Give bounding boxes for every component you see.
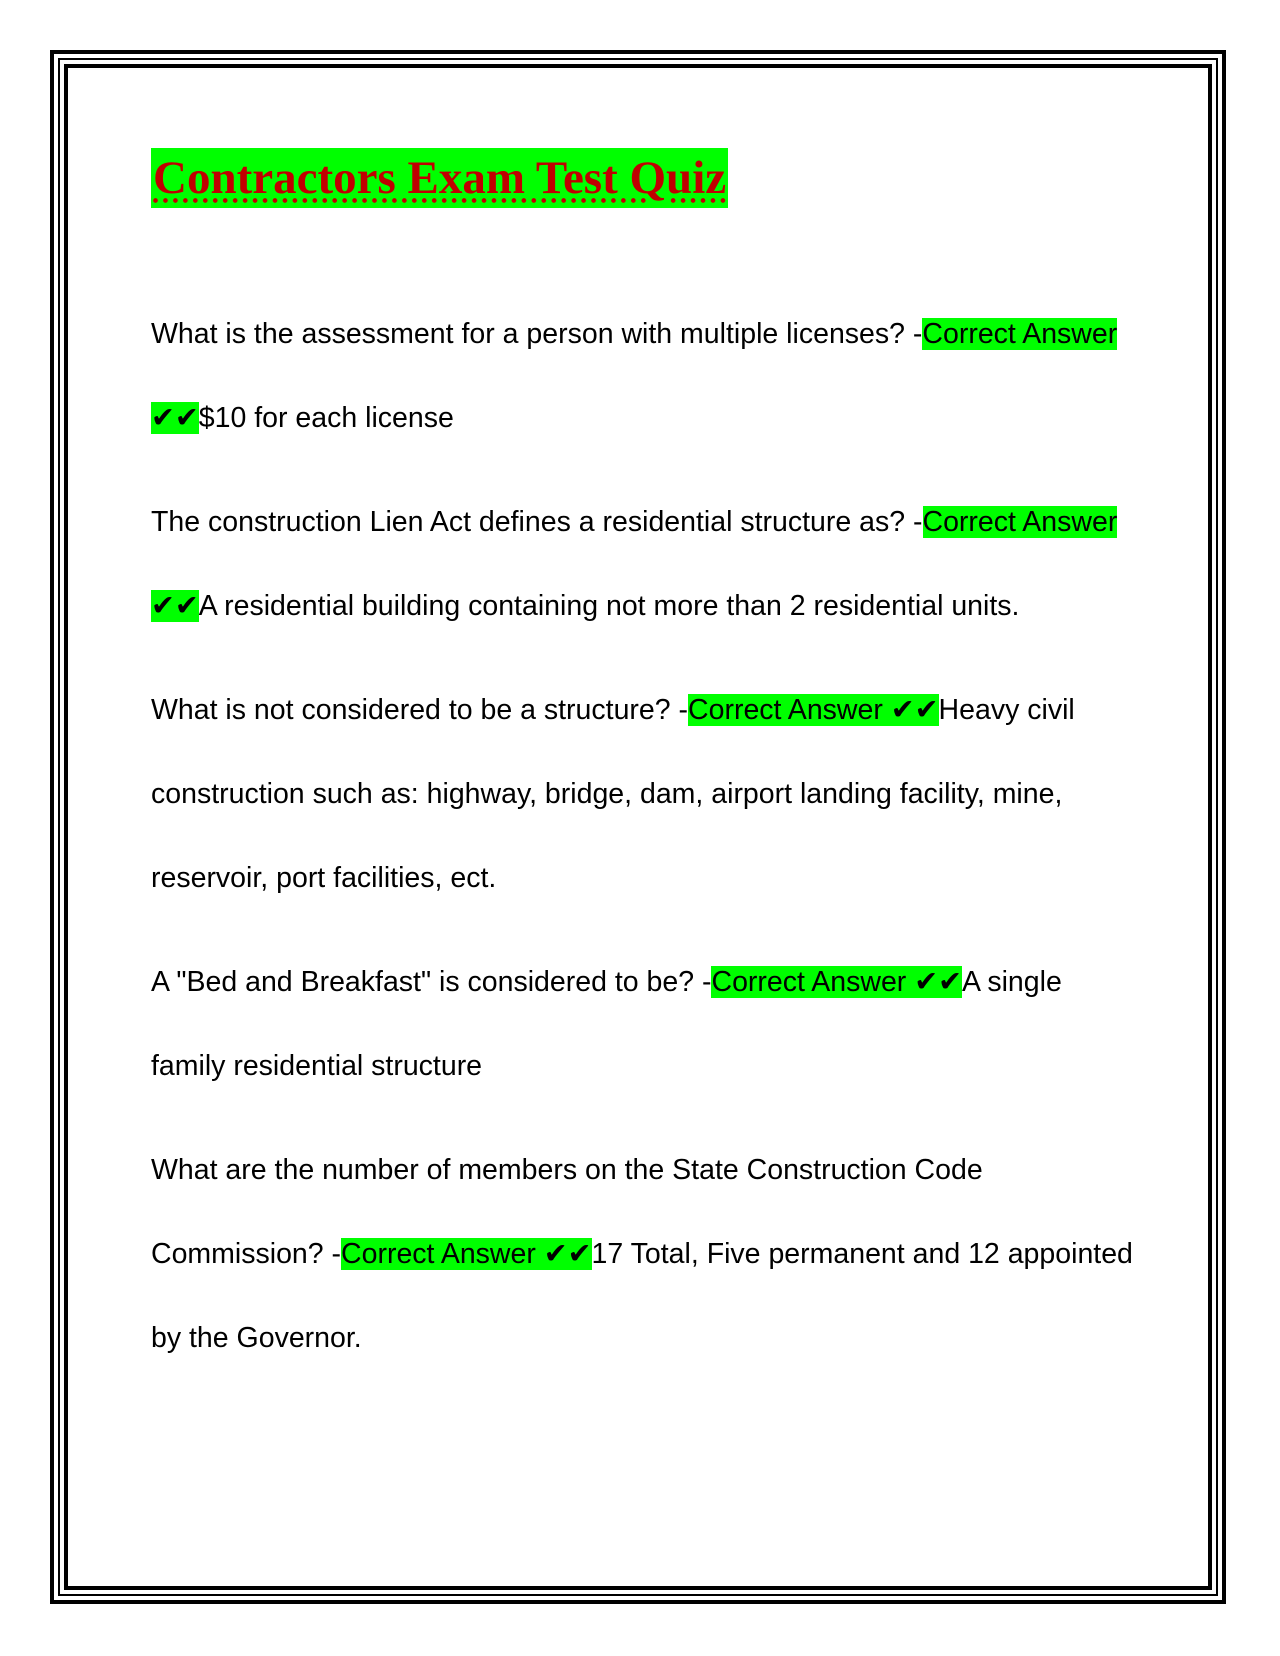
- correct-answer-label: Correct Answer ✔✔: [688, 694, 939, 726]
- qa-item: [151, 940, 1141, 1108]
- document-body: [151, 148, 1141, 1380]
- answer-text: A residential building containing not more than 2 residential units.: [198, 590, 1020, 622]
- correct-answer-label: Correct Answer ✔✔: [711, 966, 962, 998]
- qa-item: [151, 480, 1141, 648]
- question-text: The construction Lien Act defines a residential structure as? -: [151, 506, 923, 538]
- question-text: A "Bed and Breakfast" is considered to be? -: [151, 966, 712, 998]
- qa-item: [151, 1128, 1141, 1380]
- qa-item: [151, 668, 1141, 920]
- answer-text: 17 Total, Five permanent and 12 appointed by the Governor.: [151, 1238, 1133, 1354]
- correct-answer-label: Correct Answer ✔✔: [151, 318, 1118, 434]
- document-title: Contractors Exam Test Quiz: [151, 148, 728, 208]
- question-text: What are the number of members on the State Construction Code Commission? -: [151, 1154, 983, 1270]
- answer-text: $10 for each license: [198, 402, 454, 434]
- answer-text: A single family residential structure: [151, 966, 1062, 1082]
- correct-answer-label: Correct Answer ✔✔: [151, 506, 1118, 622]
- qa-item: [151, 292, 1141, 460]
- question-text: What is the assessment for a person with multiple licenses? -: [151, 318, 923, 350]
- correct-answer-label: Correct Answer ✔✔: [341, 1238, 592, 1270]
- answer-text: Heavy civil construction such as: highway, bridge, dam, airport landing facility, mine, reservoir, port facilities, ect.: [151, 694, 1075, 894]
- question-text: What is not considered to be a structure? -: [151, 694, 689, 726]
